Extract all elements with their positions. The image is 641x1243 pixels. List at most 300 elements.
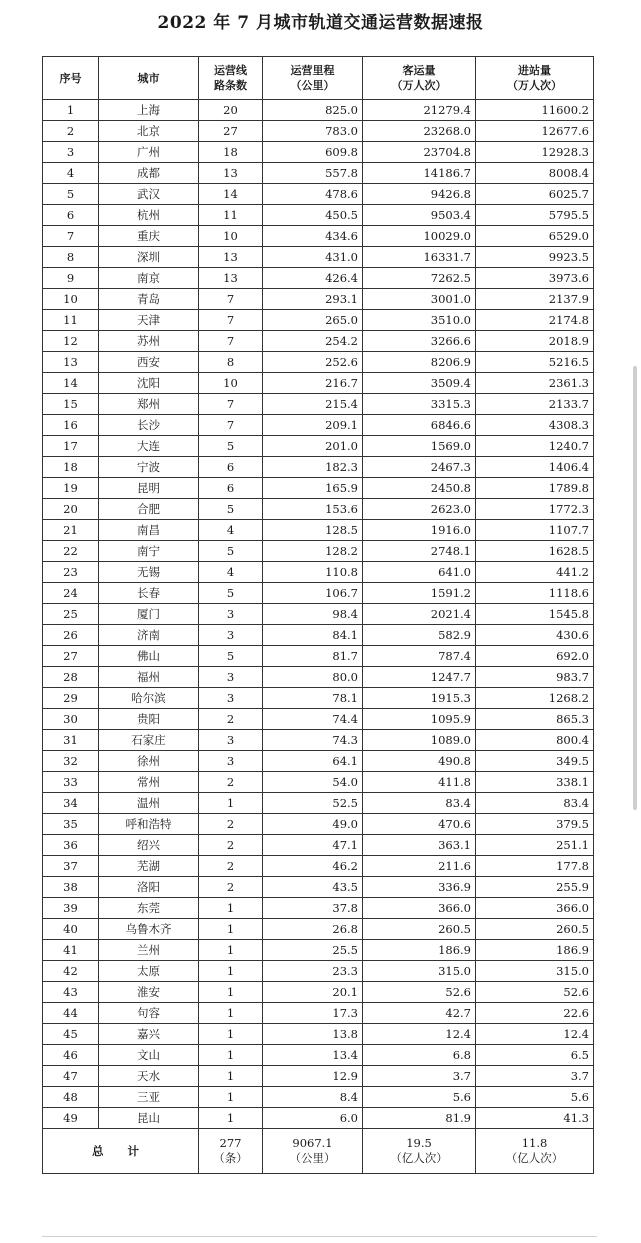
- cell-entry: 2174.8: [476, 310, 594, 331]
- total-lines: [199, 1129, 263, 1174]
- cell-entry: 1789.8: [476, 478, 594, 499]
- cell-lines: 1: [199, 1045, 263, 1066]
- cell-index: 9: [43, 268, 99, 289]
- cell-lines: 5: [199, 541, 263, 562]
- cell-city: 芜湖: [99, 856, 199, 877]
- cell-entry: 3.7: [476, 1066, 594, 1087]
- cell-mileage: 37.8: [263, 898, 363, 919]
- cell-entry: 1406.4: [476, 457, 594, 478]
- table-row: [43, 646, 594, 667]
- cell-passenger: 8206.9: [363, 352, 476, 373]
- cell-passenger: 2021.4: [363, 604, 476, 625]
- cell-city: 深圳: [99, 247, 199, 268]
- cell-passenger: 2623.0: [363, 499, 476, 520]
- cell-index: 26: [43, 625, 99, 646]
- cell-index: 16: [43, 415, 99, 436]
- cell-lines: 7: [199, 394, 263, 415]
- cell-city: 武汉: [99, 184, 199, 205]
- table-row: [43, 226, 594, 247]
- cell-lines: 1: [199, 1024, 263, 1045]
- cell-passenger: 490.8: [363, 751, 476, 772]
- cell-entry: 2361.3: [476, 373, 594, 394]
- cell-passenger: 363.1: [363, 835, 476, 856]
- cell-lines: 1: [199, 982, 263, 1003]
- table-row: [43, 247, 594, 268]
- cell-entry: 52.6: [476, 982, 594, 1003]
- cell-lines: 18: [199, 142, 263, 163]
- cell-passenger: 23704.8: [363, 142, 476, 163]
- total-mileage-value: 9067.1: [292, 1136, 333, 1150]
- scrollbar-thumb[interactable]: [633, 366, 637, 810]
- cell-entry: 1628.5: [476, 541, 594, 562]
- cell-city: 杭州: [99, 205, 199, 226]
- table-row: [43, 394, 594, 415]
- cell-passenger: 1089.0: [363, 730, 476, 751]
- cell-index: 4: [43, 163, 99, 184]
- cell-passenger: 336.9: [363, 877, 476, 898]
- cell-mileage: 80.0: [263, 667, 363, 688]
- cell-city: 沈阳: [99, 373, 199, 394]
- cell-mileage: 431.0: [263, 247, 363, 268]
- cell-passenger: 1569.0: [363, 436, 476, 457]
- cell-mileage: 254.2: [263, 331, 363, 352]
- cell-entry: 251.1: [476, 835, 594, 856]
- cell-passenger: 366.0: [363, 898, 476, 919]
- cell-city: 广州: [99, 142, 199, 163]
- cell-passenger: 582.9: [363, 625, 476, 646]
- cell-lines: 3: [199, 751, 263, 772]
- cell-index: 42: [43, 961, 99, 982]
- cell-mileage: 54.0: [263, 772, 363, 793]
- cell-index: 19: [43, 478, 99, 499]
- total-passenger-unit: （亿人次）: [390, 1151, 448, 1165]
- cell-lines: 1: [199, 940, 263, 961]
- table-row: [43, 604, 594, 625]
- cell-city: 福州: [99, 667, 199, 688]
- cell-city: 太原: [99, 961, 199, 982]
- cell-lines: 2: [199, 772, 263, 793]
- cell-index: 38: [43, 877, 99, 898]
- cell-index: 35: [43, 814, 99, 835]
- cell-lines: 10: [199, 226, 263, 247]
- cell-mileage: 450.5: [263, 205, 363, 226]
- cell-passenger: 6846.6: [363, 415, 476, 436]
- table-row: [43, 562, 594, 583]
- cell-city: 东莞: [99, 898, 199, 919]
- table-row: [43, 961, 594, 982]
- cell-city: 贵阳: [99, 709, 199, 730]
- cell-entry: 11600.2: [476, 100, 594, 121]
- cell-mileage: 78.1: [263, 688, 363, 709]
- cell-entry: 1240.7: [476, 436, 594, 457]
- table-header-row: [43, 57, 594, 100]
- cell-mileage: 783.0: [263, 121, 363, 142]
- cell-entry: 5795.5: [476, 205, 594, 226]
- cell-city: 南京: [99, 268, 199, 289]
- cell-city: 徐州: [99, 751, 199, 772]
- cell-city: 佛山: [99, 646, 199, 667]
- cell-passenger: 9503.4: [363, 205, 476, 226]
- cell-lines: 13: [199, 163, 263, 184]
- cell-index: 41: [43, 940, 99, 961]
- cell-mileage: 84.1: [263, 625, 363, 646]
- cell-index: 20: [43, 499, 99, 520]
- cell-city: 呼和浩特: [99, 814, 199, 835]
- cell-city: 句容: [99, 1003, 199, 1024]
- cell-lines: 7: [199, 310, 263, 331]
- cell-entry: 9923.5: [476, 247, 594, 268]
- cell-city: 温州: [99, 793, 199, 814]
- cell-lines: 20: [199, 100, 263, 121]
- cell-lines: 1: [199, 919, 263, 940]
- cell-index: 24: [43, 583, 99, 604]
- cell-index: 44: [43, 1003, 99, 1024]
- cell-mileage: 478.6: [263, 184, 363, 205]
- cell-index: 47: [43, 1066, 99, 1087]
- cell-entry: 260.5: [476, 919, 594, 940]
- table-row: [43, 100, 594, 121]
- total-entry: [476, 1129, 594, 1174]
- cell-entry: 22.6: [476, 1003, 594, 1024]
- table-row: [43, 1108, 594, 1129]
- cell-mileage: 609.8: [263, 142, 363, 163]
- table-row: [43, 772, 594, 793]
- table-row: [43, 142, 594, 163]
- cell-mileage: 52.5: [263, 793, 363, 814]
- cell-entry: 1107.7: [476, 520, 594, 541]
- cell-entry: 255.9: [476, 877, 594, 898]
- cell-mileage: 64.1: [263, 751, 363, 772]
- cell-passenger: 186.9: [363, 940, 476, 961]
- cell-lines: 13: [199, 247, 263, 268]
- cell-index: 25: [43, 604, 99, 625]
- cell-passenger: 3315.3: [363, 394, 476, 415]
- cell-index: 37: [43, 856, 99, 877]
- cell-city: 三亚: [99, 1087, 199, 1108]
- cell-lines: 2: [199, 814, 263, 835]
- cell-entry: 6025.7: [476, 184, 594, 205]
- cell-index: 27: [43, 646, 99, 667]
- cell-passenger: 1916.0: [363, 520, 476, 541]
- metro-data-table: [42, 56, 594, 1174]
- cell-mileage: 13.4: [263, 1045, 363, 1066]
- header-passenger-line1: 客运量: [402, 64, 436, 77]
- table-row: [43, 352, 594, 373]
- cell-city: 哈尔滨: [99, 688, 199, 709]
- cell-mileage: 557.8: [263, 163, 363, 184]
- cell-city: 上海: [99, 100, 199, 121]
- cell-entry: 349.5: [476, 751, 594, 772]
- cell-passenger: 1915.3: [363, 688, 476, 709]
- cell-index: 43: [43, 982, 99, 1003]
- table-row: [43, 331, 594, 352]
- cell-entry: 1772.3: [476, 499, 594, 520]
- cell-city: 洛阳: [99, 877, 199, 898]
- cell-lines: 11: [199, 205, 263, 226]
- cell-city: 大连: [99, 436, 199, 457]
- table-row: [43, 919, 594, 940]
- cell-lines: 5: [199, 436, 263, 457]
- cell-lines: 3: [199, 688, 263, 709]
- cell-mileage: 46.2: [263, 856, 363, 877]
- cell-index: 28: [43, 667, 99, 688]
- cell-passenger: 3.7: [363, 1066, 476, 1087]
- cell-city: 兰州: [99, 940, 199, 961]
- cell-mileage: 47.1: [263, 835, 363, 856]
- total-lines-value: 277: [219, 1136, 242, 1150]
- cell-passenger: 3509.4: [363, 373, 476, 394]
- cell-index: 21: [43, 520, 99, 541]
- cell-passenger: 42.7: [363, 1003, 476, 1024]
- cell-mileage: 106.7: [263, 583, 363, 604]
- cell-index: 31: [43, 730, 99, 751]
- cell-index: 2: [43, 121, 99, 142]
- header-index: 序号: [43, 57, 99, 100]
- header-mileage-line2: （公里）: [290, 79, 335, 92]
- cell-mileage: 215.4: [263, 394, 363, 415]
- cell-index: 1: [43, 100, 99, 121]
- table-row: [43, 1003, 594, 1024]
- cell-passenger: 2467.3: [363, 457, 476, 478]
- cell-index: 14: [43, 373, 99, 394]
- cell-passenger: 6.8: [363, 1045, 476, 1066]
- cell-entry: 12928.3: [476, 142, 594, 163]
- cell-lines: 6: [199, 478, 263, 499]
- cell-lines: 7: [199, 331, 263, 352]
- cell-entry: 83.4: [476, 793, 594, 814]
- cell-passenger: 3001.0: [363, 289, 476, 310]
- cell-mileage: 209.1: [263, 415, 363, 436]
- cell-passenger: 3510.0: [363, 310, 476, 331]
- cell-city: 绍兴: [99, 835, 199, 856]
- cell-index: 22: [43, 541, 99, 562]
- total-entry-value: 11.8: [521, 1136, 548, 1150]
- cell-city: 天水: [99, 1066, 199, 1087]
- cell-mileage: 8.4: [263, 1087, 363, 1108]
- cell-lines: 2: [199, 856, 263, 877]
- cell-city: 昆山: [99, 1108, 199, 1129]
- cell-lines: 3: [199, 625, 263, 646]
- cell-entry: 5216.5: [476, 352, 594, 373]
- cell-entry: 177.8: [476, 856, 594, 877]
- page-title: 2022 年 7 月城市轨道交通运营数据速报: [157, 13, 484, 33]
- cell-index: 6: [43, 205, 99, 226]
- table-row: [43, 1045, 594, 1066]
- cell-city: 济南: [99, 625, 199, 646]
- cell-mileage: 825.0: [263, 100, 363, 121]
- cell-city: 青岛: [99, 289, 199, 310]
- cell-index: 5: [43, 184, 99, 205]
- cell-entry: 4308.3: [476, 415, 594, 436]
- cell-lines: 27: [199, 121, 263, 142]
- cell-mileage: 23.3: [263, 961, 363, 982]
- cell-mileage: 12.9: [263, 1066, 363, 1087]
- cell-lines: 1: [199, 793, 263, 814]
- table-row: [43, 835, 594, 856]
- cell-city: 淮安: [99, 982, 199, 1003]
- cell-entry: 2137.9: [476, 289, 594, 310]
- cell-city: 乌鲁木齐: [99, 919, 199, 940]
- cell-lines: 1: [199, 898, 263, 919]
- cell-city: 昆明: [99, 478, 199, 499]
- cell-passenger: 1095.9: [363, 709, 476, 730]
- cell-lines: 3: [199, 604, 263, 625]
- cell-lines: 5: [199, 646, 263, 667]
- cell-mileage: 426.4: [263, 268, 363, 289]
- cell-city: 宁波: [99, 457, 199, 478]
- cell-index: 15: [43, 394, 99, 415]
- cell-city: 常州: [99, 772, 199, 793]
- cell-entry: 1118.6: [476, 583, 594, 604]
- table-row: [43, 541, 594, 562]
- cell-lines: 7: [199, 415, 263, 436]
- total-passenger: [363, 1129, 476, 1174]
- table-row: [43, 709, 594, 730]
- header-mileage: [263, 57, 363, 100]
- table-row: [43, 184, 594, 205]
- cell-lines: 5: [199, 499, 263, 520]
- total-label: 总 计: [43, 1129, 199, 1174]
- cell-mileage: 13.8: [263, 1024, 363, 1045]
- cell-passenger: 1247.7: [363, 667, 476, 688]
- header-lines-line1: 运营线: [214, 64, 247, 77]
- cell-entry: 6529.0: [476, 226, 594, 247]
- cell-entry: 441.2: [476, 562, 594, 583]
- table-row: [43, 1087, 594, 1108]
- cell-lines: 6: [199, 457, 263, 478]
- total-lines-unit: （条）: [213, 1151, 248, 1165]
- cell-mileage: 216.7: [263, 373, 363, 394]
- table-row: [43, 499, 594, 520]
- table-row: [43, 457, 594, 478]
- cell-passenger: 23268.0: [363, 121, 476, 142]
- cell-mileage: 110.8: [263, 562, 363, 583]
- cell-mileage: 293.1: [263, 289, 363, 310]
- cell-mileage: 17.3: [263, 1003, 363, 1024]
- cell-passenger: 315.0: [363, 961, 476, 982]
- cell-mileage: 20.1: [263, 982, 363, 1003]
- cell-passenger: 10029.0: [363, 226, 476, 247]
- cell-index: 45: [43, 1024, 99, 1045]
- header-passenger: [363, 57, 476, 100]
- cell-index: 46: [43, 1045, 99, 1066]
- cell-index: 8: [43, 247, 99, 268]
- cell-passenger: 2450.8: [363, 478, 476, 499]
- cell-passenger: 470.6: [363, 814, 476, 835]
- cell-passenger: 12.4: [363, 1024, 476, 1045]
- table-row: [43, 898, 594, 919]
- cell-index: 7: [43, 226, 99, 247]
- cell-lines: 4: [199, 562, 263, 583]
- cell-entry: 6.5: [476, 1045, 594, 1066]
- header-entry: [476, 57, 594, 100]
- cell-mileage: 434.6: [263, 226, 363, 247]
- cell-passenger: 83.4: [363, 793, 476, 814]
- cell-lines: 1: [199, 1066, 263, 1087]
- cell-index: 40: [43, 919, 99, 940]
- cell-entry: 366.0: [476, 898, 594, 919]
- cell-index: 23: [43, 562, 99, 583]
- cell-index: 11: [43, 310, 99, 331]
- cell-passenger: 2748.1: [363, 541, 476, 562]
- table-row: [43, 163, 594, 184]
- table-row: [43, 940, 594, 961]
- cell-entry: 430.6: [476, 625, 594, 646]
- cell-index: 29: [43, 688, 99, 709]
- cell-index: 49: [43, 1108, 99, 1129]
- cell-entry: 800.4: [476, 730, 594, 751]
- cell-mileage: 98.4: [263, 604, 363, 625]
- cell-lines: 14: [199, 184, 263, 205]
- cell-passenger: 211.6: [363, 856, 476, 877]
- cell-passenger: 7262.5: [363, 268, 476, 289]
- cell-lines: 13: [199, 268, 263, 289]
- cell-city: 郑州: [99, 394, 199, 415]
- cell-passenger: 9426.8: [363, 184, 476, 205]
- table-row: [43, 625, 594, 646]
- total-passenger-value: 19.5: [406, 1136, 432, 1150]
- table-row: [43, 751, 594, 772]
- table-row: [43, 583, 594, 604]
- cell-index: 10: [43, 289, 99, 310]
- cell-lines: 2: [199, 877, 263, 898]
- cell-passenger: 787.4: [363, 646, 476, 667]
- cell-entry: 3973.6: [476, 268, 594, 289]
- cell-entry: 983.7: [476, 667, 594, 688]
- header-lines: [199, 57, 263, 100]
- cell-lines: 1: [199, 1087, 263, 1108]
- cell-city: 南宁: [99, 541, 199, 562]
- cell-city: 重庆: [99, 226, 199, 247]
- total-entry-unit: （亿人次）: [505, 1151, 564, 1165]
- cell-entry: 41.3: [476, 1108, 594, 1129]
- cell-mileage: 182.3: [263, 457, 363, 478]
- cell-mileage: 6.0: [263, 1108, 363, 1129]
- table-row: [43, 730, 594, 751]
- cell-mileage: 165.9: [263, 478, 363, 499]
- table-row: [43, 289, 594, 310]
- cell-city: 天津: [99, 310, 199, 331]
- cell-index: 12: [43, 331, 99, 352]
- cell-lines: 2: [199, 709, 263, 730]
- cell-passenger: 260.5: [363, 919, 476, 940]
- header-city: 城市: [99, 57, 199, 100]
- table-row: [43, 982, 594, 1003]
- cell-mileage: 74.3: [263, 730, 363, 751]
- table-row: [43, 415, 594, 436]
- cell-passenger: 411.8: [363, 772, 476, 793]
- cell-lines: 5: [199, 583, 263, 604]
- cell-mileage: 128.2: [263, 541, 363, 562]
- table-row: [43, 1066, 594, 1087]
- header-mileage-line1: 运营里程: [290, 64, 335, 77]
- cell-lines: 4: [199, 520, 263, 541]
- cell-index: 39: [43, 898, 99, 919]
- cell-mileage: 26.8: [263, 919, 363, 940]
- table-row: [43, 520, 594, 541]
- cell-index: 34: [43, 793, 99, 814]
- cell-entry: 379.5: [476, 814, 594, 835]
- cell-index: 48: [43, 1087, 99, 1108]
- cell-city: 成都: [99, 163, 199, 184]
- cell-passenger: 52.6: [363, 982, 476, 1003]
- cell-lines: 1: [199, 1108, 263, 1129]
- cell-city: 长春: [99, 583, 199, 604]
- cell-entry: 1268.2: [476, 688, 594, 709]
- cell-lines: 1: [199, 961, 263, 982]
- cell-entry: 186.9: [476, 940, 594, 961]
- cell-entry: 1545.8: [476, 604, 594, 625]
